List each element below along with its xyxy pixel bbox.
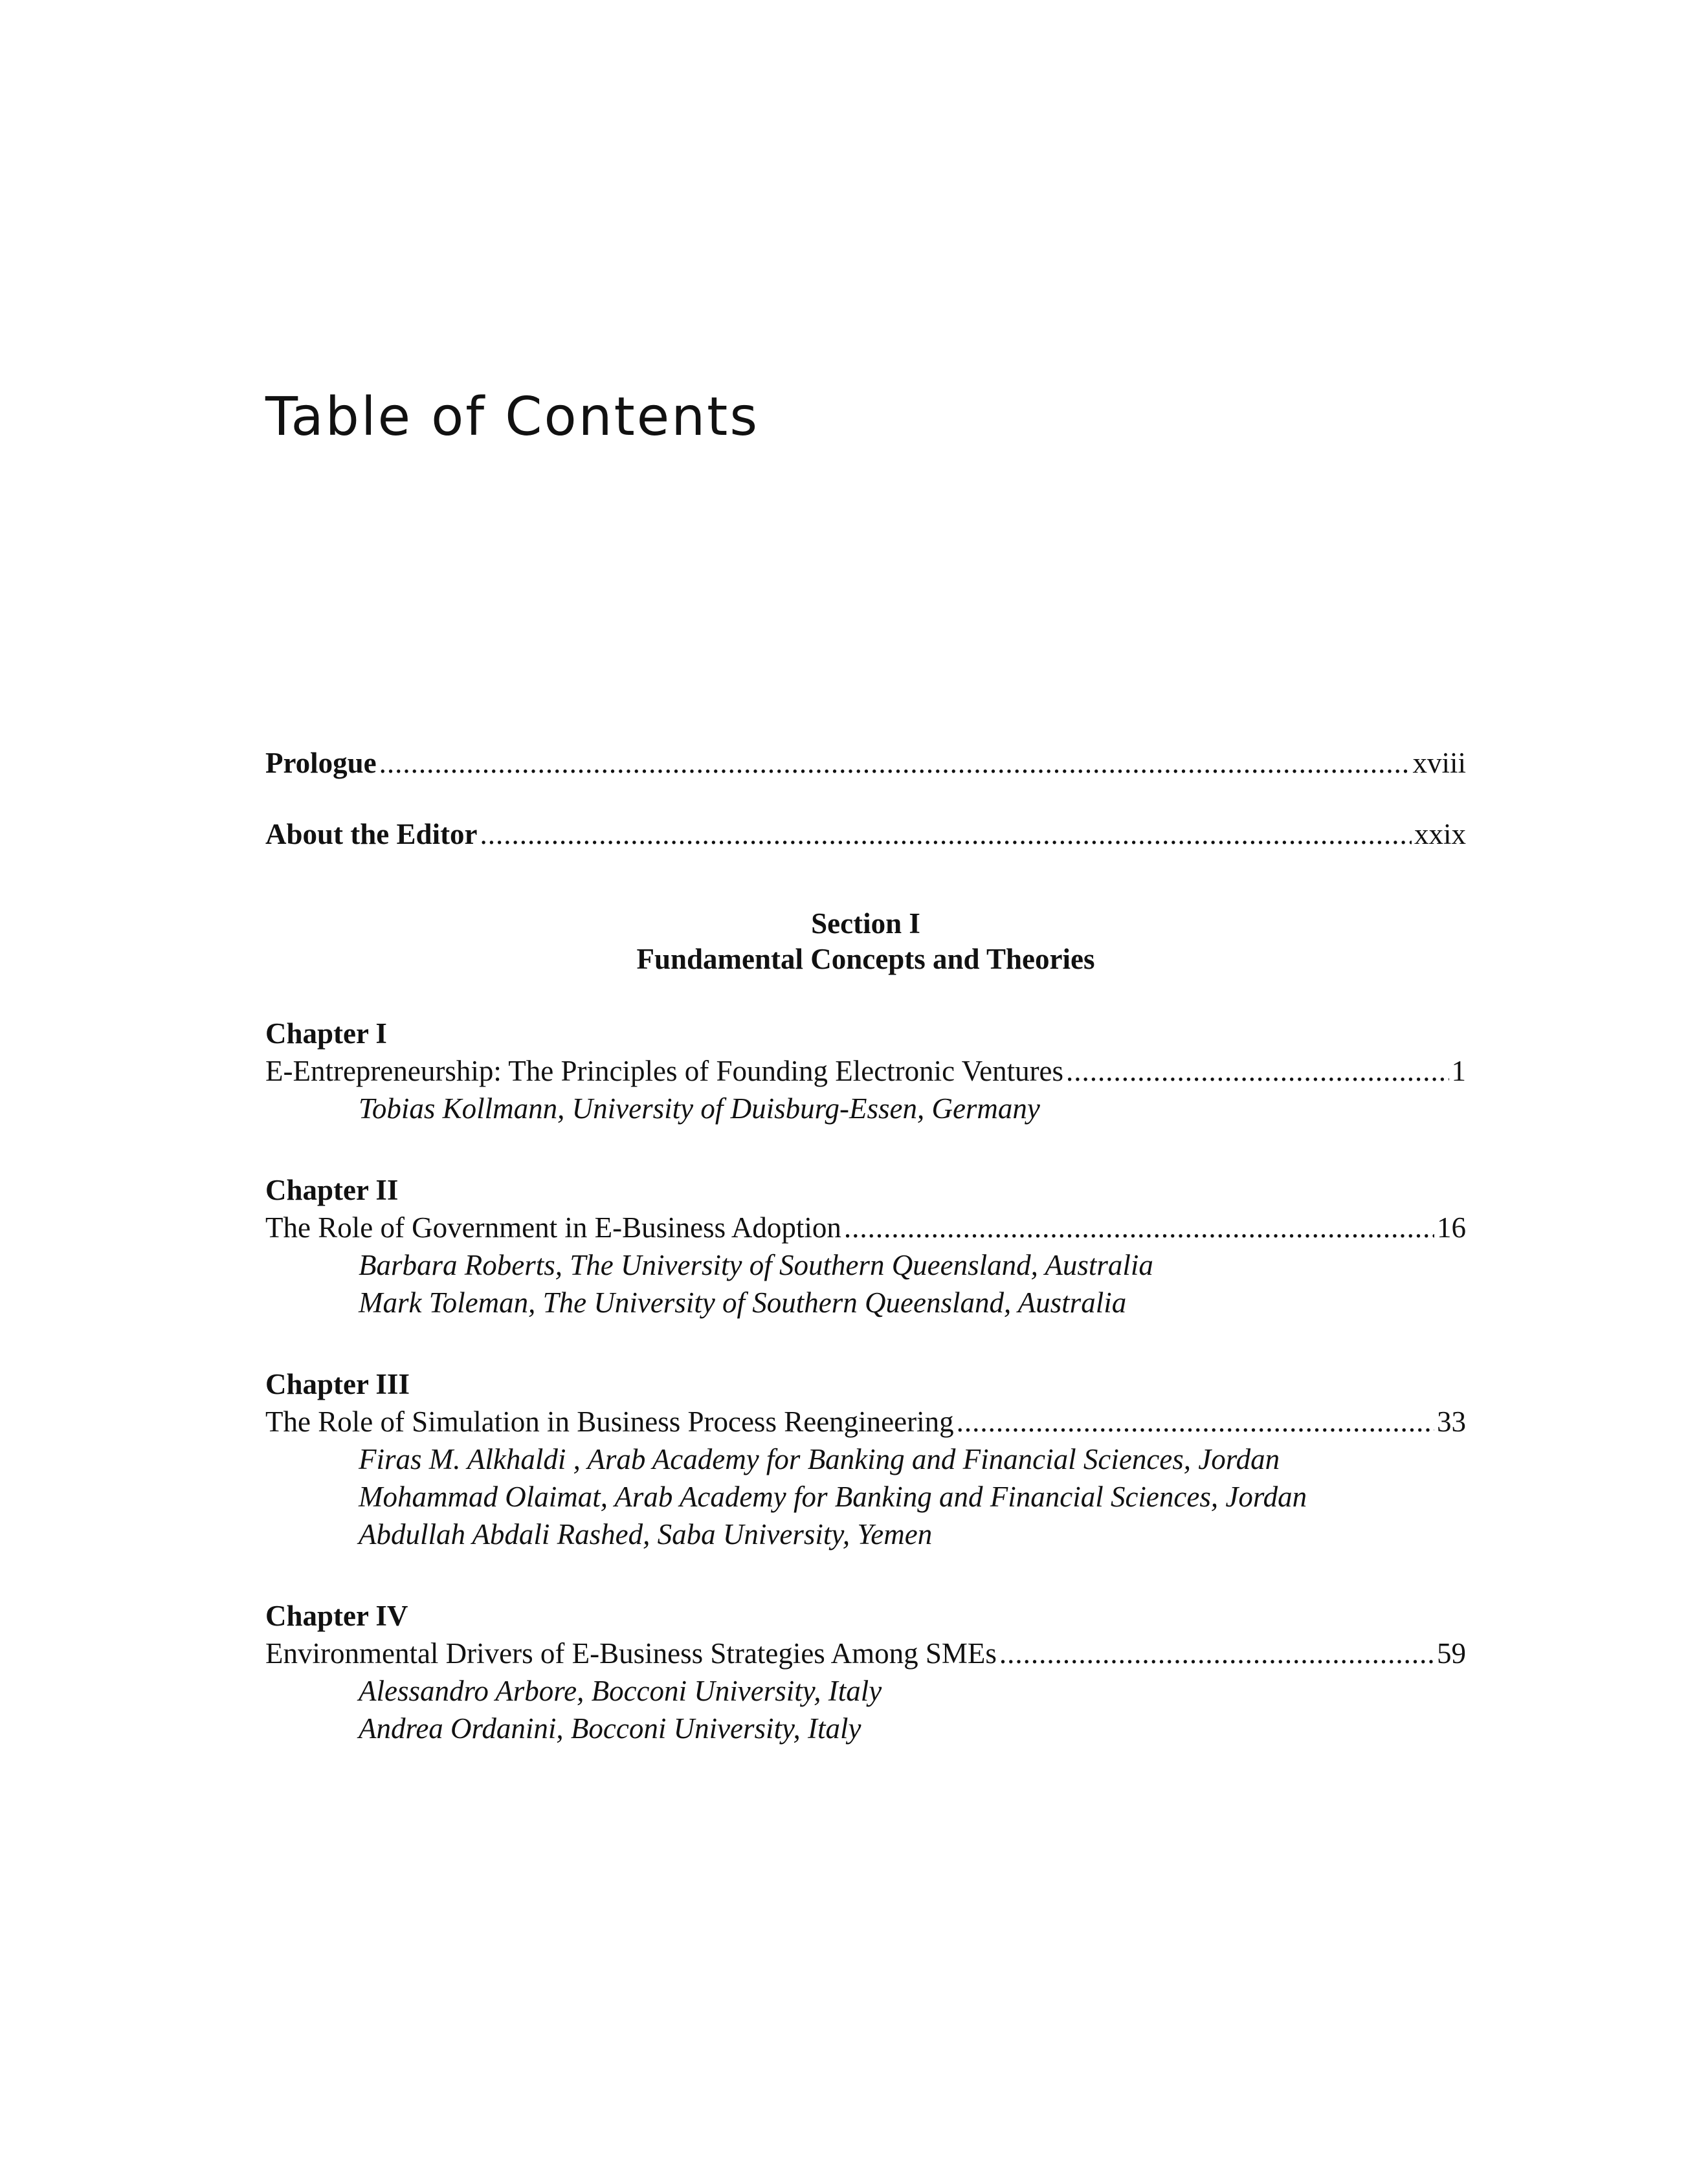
toc-entry-prologue[interactable] (265, 744, 1466, 782)
chapter-entry (265, 1015, 1466, 1127)
page-number: 16 (1437, 1211, 1466, 1244)
chapter-author: Mohammad Olaimat, Arab Academy for Banking and Financial Sciences, Jordan (359, 1481, 1307, 1513)
chapter-label: Chapter IV (265, 1600, 408, 1632)
dot-leader (844, 1209, 1434, 1246)
entry-title: Prologue (265, 747, 377, 779)
dot-leader (999, 1635, 1434, 1672)
section-number: Section I (811, 907, 920, 940)
chapter-title: The Role of Government in E-Business Adoption (265, 1211, 841, 1244)
page-number: 59 (1437, 1637, 1466, 1670)
chapter-author: Barbara Roberts, The University of Southern Queensland, Australia (359, 1249, 1153, 1281)
chapter-author: Alessandro Arbore, Bocconi University, Italy (359, 1675, 882, 1707)
chapter-entry (265, 1365, 1466, 1553)
dot-leader (379, 744, 1410, 782)
section-title: Fundamental Concepts and Theories (636, 943, 1095, 975)
chapter-author: Abdullah Abdali Rashed, Saba University, Yemen (359, 1518, 933, 1550)
toc-content (265, 744, 1466, 1747)
chapter-entry (265, 1597, 1466, 1747)
chapter-label: Chapter III (265, 1368, 410, 1400)
chapter-title: The Role of Simulation in Business Process Reengineering (265, 1406, 954, 1438)
chapter-title: E-Entrepreneurship: The Principles of Founding Electronic Ventures (265, 1055, 1064, 1087)
chapter-title: Environmental Drivers of E-Business Strategies Among SMEs (265, 1637, 997, 1670)
chapter-title-row[interactable] (265, 1052, 1466, 1090)
chapter-title-row[interactable] (265, 1209, 1466, 1246)
page-number: xviii (1412, 747, 1466, 779)
chapter-title-row[interactable] (265, 1403, 1466, 1440)
chapter-author: Mark Toleman, The University of Southern Queensland, Australia (359, 1286, 1127, 1319)
chapter-author: Tobias Kollmann, University of Duisburg-Essen, Germany (359, 1092, 1040, 1125)
chapter-entry (265, 1171, 1466, 1321)
chapter-author: Andrea Ordanini, Bocconi University, Italy (359, 1712, 861, 1745)
dot-leader (957, 1403, 1434, 1440)
toc-entry-about-editor[interactable] (265, 815, 1466, 853)
dot-leader (1066, 1052, 1449, 1090)
section-heading (265, 906, 1466, 977)
chapter-label: Chapter I (265, 1017, 387, 1050)
page-number: 33 (1437, 1406, 1466, 1438)
page-number: xxix (1414, 818, 1466, 850)
entry-title: About the Editor (265, 818, 478, 850)
chapter-title-row[interactable] (265, 1635, 1466, 1672)
dot-leader (480, 815, 1412, 853)
page-title: Table of Contents (265, 386, 760, 448)
chapter-author: Firas M. Alkhaldi , Arab Academy for Banking and Financial Sciences, Jordan (359, 1443, 1280, 1475)
chapter-label: Chapter II (265, 1174, 399, 1206)
page-number: 1 (1451, 1055, 1466, 1087)
